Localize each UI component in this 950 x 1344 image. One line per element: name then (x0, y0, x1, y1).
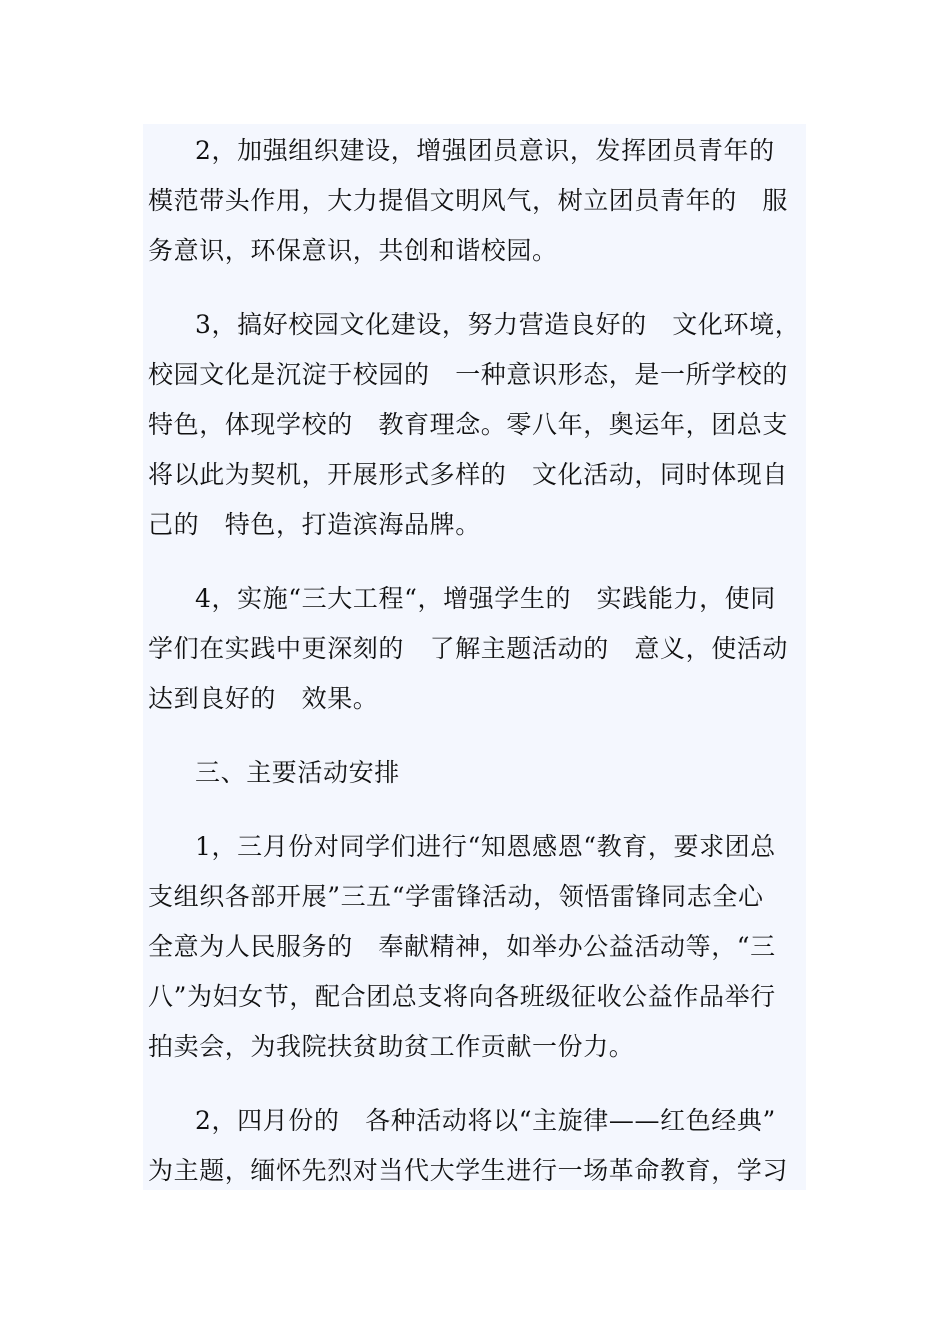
paragraph-4-line-1: 4，实施“三大工程“，增强学生的 实践能力，使同 (195, 584, 776, 613)
paragraph-2-line-2: 模范带头作用，大力提倡文明风气，树立团员青年的 服 (148, 186, 789, 215)
document-page (143, 124, 806, 1190)
paragraph-3-line-1: 3，搞好校园文化建设，努力营造良好的 文化环境， (195, 310, 801, 339)
paragraph-4-line-2: 学们在实践中更深刻的 了解主题活动的 意义，使活动 (148, 634, 789, 663)
item-2-line-2: 为主题，缅怀先烈对当代大学生进行一场革命教育，学习 (148, 1156, 789, 1185)
item-1-line-2: 支组织各部开展”三五“学雷锋活动，领悟雷锋同志全心 (148, 882, 764, 911)
paragraph-3-line-4: 将以此为契机，开展形式多样的 文化活动，同时体现自 (148, 460, 789, 489)
paragraph-2-line-1: 2，加强组织建设，增强团员意识，发挥团员青年的 (195, 136, 775, 165)
item-1-line-3: 全意为人民服务的 奉献精神，如举办公益活动等，“三 (148, 932, 776, 961)
paragraph-3-line-5: 己的 特色，打造滨海品牌。 (148, 510, 481, 539)
paragraph-4-line-3: 达到良好的 效果。 (148, 684, 379, 713)
item-1-line-5: 拍卖会，为我院扶贫助贫工作贡献一份力。 (148, 1032, 635, 1061)
paragraph-3-line-3: 特色，体现学校的 教育理念。零八年，奥运年，团总支 (148, 410, 789, 439)
item-1-line-4: 八”为妇女节，配合团总支将向各班级征收公益作品举行 (148, 982, 776, 1011)
section-heading: 三、主要活动安排 (195, 758, 400, 787)
item-1-line-1: 1，三月份对同学们进行“知恩感恩“教育，要求团总 (195, 832, 776, 861)
paragraph-2-line-3: 务意识，环保意识，共创和谐校园。 (148, 236, 558, 265)
paragraph-3-line-2: 校园文化是沉淀于校园的 一种意识形态，是一所学校的 (148, 360, 789, 389)
item-2-line-1: 2，四月份的 各种活动将以“主旋律——红色经典” (195, 1106, 776, 1135)
